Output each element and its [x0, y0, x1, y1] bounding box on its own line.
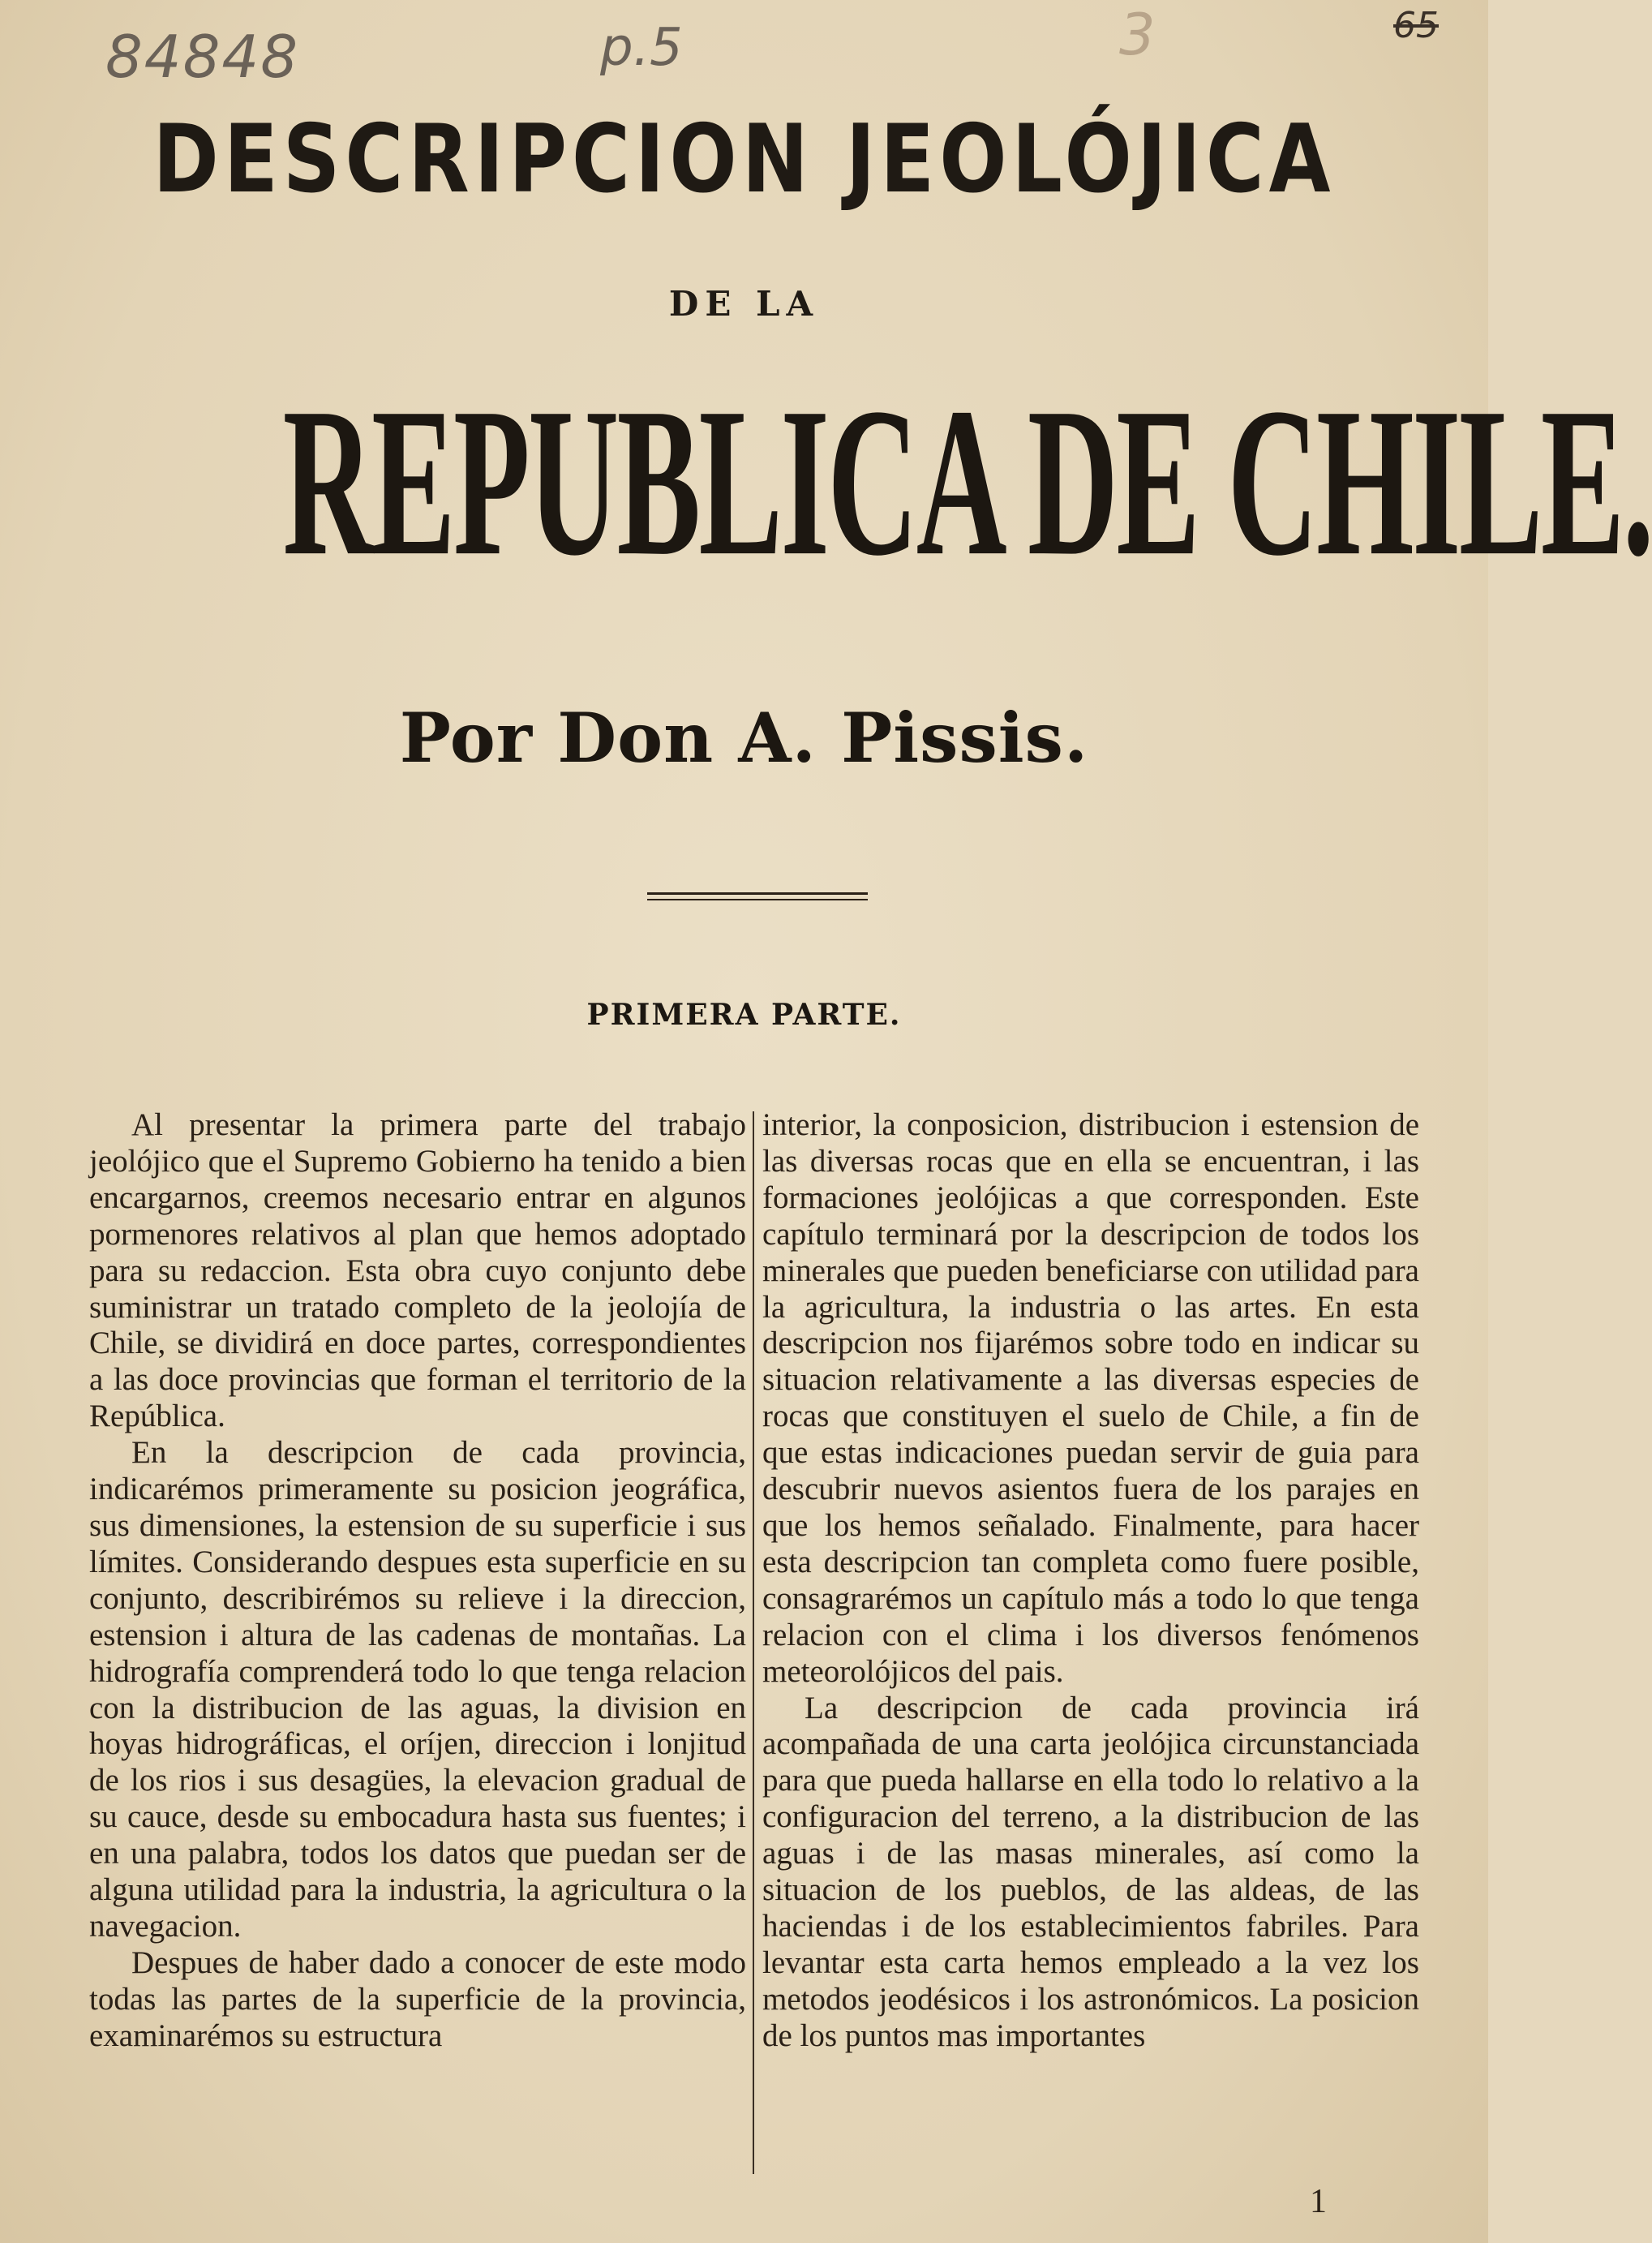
left-paragraph-2: En la descripcion de cada provincia, indicarémos primeramente su posicion jeográfica, sus dimensiones, la estension de su superficie i sus límites. Considerando despues esta superficie en su conjunto, describirémos su relieve i la direccion, estension i altura de las cadenas de montañas. La hidrografía comprenderá todo lo que tenga relacion con la distribucion de las aguas, la division en hoyas hidrográficas, el oríjen, direccion i lonjitud de los rios i sus desagües, la elevacion gradual de su cauce, desde su embocadura hasta sus fuentes; i en una palabra, todos los datos que puedan ser de alguna utilidad para la industria, la agricultura o la navegacion.: [89, 1435, 746, 1944]
left-paragraph-3: Despues de haber dado a conocer de este modo todas las partes de la superficie de la provincia, examinarémos su estructura: [89, 1944, 746, 2053]
left-column: [89, 1107, 746, 2055]
ornamental-rule-bottom: [647, 899, 868, 900]
author-line: Por Don A. Pissis.: [399, 698, 1089, 778]
ornamental-rule-top: [647, 892, 868, 895]
right-paragraph-2: La descripcion de cada provincia irá acompañada de una carta jeolójica circunstanciada para que pueda hallarse en ella todo lo relativo a la configuracion del terreno, a la distribucion de las aguas i de las masas minerales, así como la situacion de los pueblos, de las aldeas, de las haciendas i de los establecimientos fabriles. Para levantar esta carta hemos empleado a la vez los metodos jeodésicos i los astronómicos. La posicion de los puntos mas importantes: [762, 1690, 1419, 2053]
right-paragraph-1: interior, la conposicion, distribucion i estension de las diversas rocas que en ella se encuentran, i las formaciones jeolójicas a que corresponden. Este capítulo terminará por la descripcion de todos los minerales que pueden beneficiarse con utilidad para la agricultura, la industria o las artes. En esta descripcion nos fijarémos sobre todo en indicar su situacion relativamente a las diversas especies de rocas que constituyen el suelo de Chile, a fin de que estas indicaciones puedan servir de guia para descubrir nuevos asientos fuera de los parajes en que los hemos señalado. Finalmente, para hacer esta descripcion tan completa como fuere posible, consagrarémos un capítulo más a todo lo que tenga relacion con el clima i los diversos fenómenos meteorolójicos del pais.: [762, 1107, 1419, 1689]
handwritten-corner-number: 65: [1393, 5, 1439, 46]
title-line-2: DE LA: [668, 284, 820, 324]
handwritten-folio-mark: 3: [1119, 2, 1156, 68]
left-paragraph-1: Al presentar la primera parte del trabajo jeolójico que el Supremo Gobierno ha tenido a bien encargarnos, creemos necesario entrar en algunos pormenores relativos al plan que hemos adoptado para su redaccion. Esta obra cuyo conjunto debe suministrar un tratado completo de la jeolojía de Chile, se dividirá en doce partes, correspondientes a las doce provincias que forman el territorio de la República.: [89, 1107, 746, 1434]
handwritten-page-mark: p.5: [600, 18, 683, 78]
title-line-1: DESCRIPCION JEOLÓJICA: [152, 105, 1336, 215]
column-divider: [753, 1111, 754, 2174]
section-heading: PRIMERA PARTE.: [586, 998, 902, 1032]
title-line-3: REPUBLICA DE CHILE.: [282, 364, 1652, 600]
handwritten-catalog-number: 84848: [105, 23, 300, 91]
page-number: 1: [1310, 2183, 1327, 2220]
right-column: [762, 1107, 1419, 2055]
